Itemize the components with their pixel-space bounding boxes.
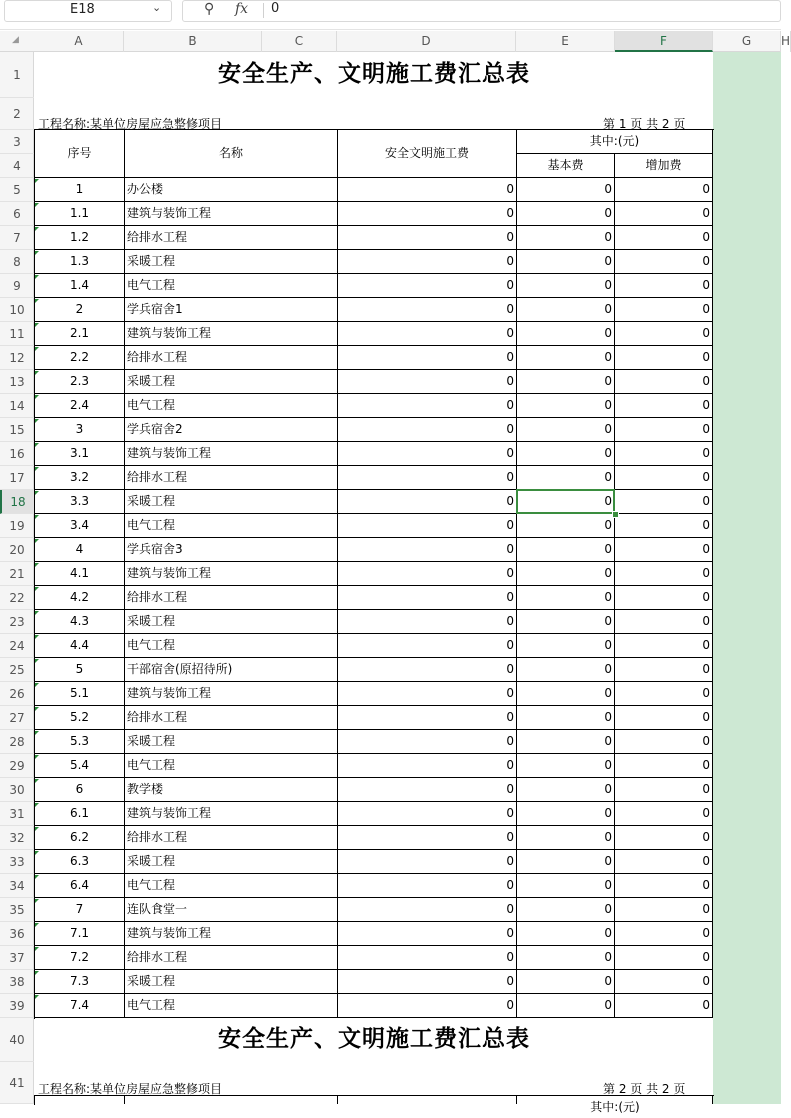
row-header-6[interactable]: 6 [0,202,34,226]
function-icon[interactable]: fx [235,1,249,17]
table-row-seq[interactable]: 6.3 [35,850,125,874]
table-row-total[interactable]: 0 [338,682,517,706]
error-indicator-icon [35,803,39,807]
table-row-seq[interactable]: 3.3 [35,490,125,514]
table-row-seq[interactable]: 5.2 [35,706,125,730]
table-row-total[interactable]: 0 [338,610,517,634]
table-row-total[interactable]: 0 [338,730,517,754]
project-name-page2[interactable]: 工程名称:某单位房屋应急整修项目 [38,1082,223,1096]
table-row-name[interactable]: 建筑与装饰工程 [125,562,338,586]
row-header-26[interactable]: 26 [0,682,34,706]
table-row-seq[interactable]: 3.2 [35,466,125,490]
column-header-a[interactable]: A [34,31,124,52]
select-all-icon: ◢ [12,35,19,45]
table-row-basic[interactable]: 0 [517,202,615,226]
error-indicator-icon [35,683,39,687]
project-name[interactable]: 工程名称:某单位房屋应急整修项目 [38,117,223,131]
table-row-name[interactable]: 建筑与装饰工程 [125,802,338,826]
error-indicator-icon [35,227,39,231]
table-row-seq[interactable]: 7.2 [35,946,125,970]
table-row-basic[interactable]: 0 [517,346,615,370]
table-row-name[interactable]: 给排水工程 [125,946,338,970]
table-divider [337,1095,338,1104]
row-header-31[interactable]: 31 [0,802,34,826]
error-indicator-icon [35,539,39,543]
table-row-basic[interactable]: 0 [517,946,615,970]
table-row-extra[interactable]: 0 [615,178,713,202]
table-row-seq[interactable]: 4.3 [35,610,125,634]
table-row-extra[interactable]: 0 [615,490,713,514]
header-name[interactable]: 名称 [125,130,338,178]
table-row-basic[interactable]: 0 [517,778,615,802]
table-row-seq[interactable]: 1.3 [35,250,125,274]
table-row-total[interactable]: 0 [338,922,517,946]
row-header-30[interactable]: 30 [0,778,34,802]
table-row-name[interactable]: 建筑与装饰工程 [125,442,338,466]
table-row-extra[interactable]: 0 [615,706,713,730]
row-header-27[interactable]: 27 [0,706,34,730]
row-header-17[interactable]: 17 [0,466,34,490]
name-box-value: E18 [70,2,95,17]
table-row-total[interactable]: 0 [338,202,517,226]
column-header-h[interactable]: H [781,31,791,52]
table-row-extra[interactable]: 0 [615,202,713,226]
table-row-total[interactable]: 0 [338,850,517,874]
row-header-18[interactable]: 18 [0,490,34,514]
error-indicator-icon [35,203,39,207]
table-row-name[interactable]: 建筑与装饰工程 [125,682,338,706]
error-indicator-icon [35,323,39,327]
table-row-total[interactable]: 0 [338,802,517,826]
table-row-seq[interactable]: 2 [35,298,125,322]
table-row-basic[interactable]: 0 [517,562,615,586]
sheet-title[interactable]: 安全生产、文明施工费汇总表 [218,61,530,86]
table-row-seq[interactable]: 7 [35,898,125,922]
table-row-seq[interactable]: 2.2 [35,346,125,370]
table-row-basic[interactable]: 0 [517,802,615,826]
error-indicator-icon [35,995,39,999]
error-indicator-icon [35,755,39,759]
row-header-19[interactable]: 19 [0,514,34,538]
table-row-total[interactable]: 0 [338,994,517,1018]
error-indicator-icon [35,491,39,495]
error-indicator-icon [35,299,39,303]
table-row-name[interactable]: 采暖工程 [125,970,338,994]
column-header-f[interactable]: F [615,31,713,52]
table-row-seq[interactable]: 1.2 [35,226,125,250]
table-row-total[interactable]: 0 [338,442,517,466]
table-row-extra[interactable]: 0 [615,322,713,346]
table-row-extra[interactable]: 0 [615,826,713,850]
header-extra[interactable]: 增加费 [615,154,713,178]
fill-handle[interactable] [612,511,619,518]
sheet-title-page2[interactable]: 安全生产、文明施工费汇总表 [218,1026,530,1051]
header-seq[interactable]: 序号 [35,130,125,178]
zoom-search-icon[interactable]: ⚲ [204,1,215,17]
row-header-1[interactable]: 1 [0,52,34,98]
table-row-basic[interactable]: 0 [517,514,615,538]
table-row-total[interactable]: 0 [338,754,517,778]
row-header-22[interactable]: 22 [0,586,34,610]
row-header-32[interactable]: 32 [0,826,34,850]
row-header-40[interactable]: 40 [0,1018,34,1062]
row-header-9[interactable]: 9 [0,274,34,298]
error-indicator-icon [35,563,39,567]
table-row-seq[interactable]: 3.4 [35,514,125,538]
table-row-extra[interactable]: 0 [615,250,713,274]
error-indicator-icon [35,971,39,975]
table-row-extra[interactable]: 0 [615,754,713,778]
error-indicator-icon [35,179,39,183]
table-row-total[interactable]: 0 [338,706,517,730]
table-row-extra[interactable]: 0 [615,994,713,1018]
table-row-total[interactable]: 0 [338,658,517,682]
table-row-seq[interactable]: 3.1 [35,442,125,466]
row-header-12[interactable]: 12 [0,346,34,370]
table-row-seq[interactable]: 4.1 [35,562,125,586]
error-indicator-icon [35,371,39,375]
row-header-10[interactable]: 10 [0,298,34,322]
row-header-16[interactable]: 16 [0,442,34,466]
table-row-extra[interactable]: 0 [615,346,713,370]
table-row-name[interactable]: 学兵宿舍1 [125,298,338,322]
table-row-name[interactable]: 建筑与装饰工程 [125,202,338,226]
error-indicator-icon [35,419,39,423]
row-header-28[interactable]: 28 [0,730,34,754]
table-row-basic[interactable]: 0 [517,226,615,250]
row-header-37[interactable]: 37 [0,946,34,970]
table-row-extra[interactable]: 0 [615,946,713,970]
table-row-extra[interactable]: 0 [615,634,713,658]
column-header-g[interactable]: G [713,31,781,52]
table-row-seq[interactable]: 2.3 [35,370,125,394]
header-group[interactable]: 其中:(元) [517,130,713,154]
table-row-seq[interactable]: 7.1 [35,922,125,946]
row-header-23[interactable]: 23 [0,610,34,634]
error-indicator-icon [35,611,39,615]
outside-print-area [713,52,781,1104]
column-header-b[interactable]: B [124,31,262,52]
table-row-seq[interactable]: 5.4 [35,754,125,778]
row-header-35[interactable]: 35 [0,898,34,922]
table-row-extra[interactable]: 0 [615,730,713,754]
table-row-extra[interactable]: 0 [615,922,713,946]
table-row-name[interactable]: 给排水工程 [125,826,338,850]
error-indicator-icon [35,923,39,927]
table-row-basic[interactable]: 0 [517,850,615,874]
table-row-basic[interactable]: 0 [517,586,615,610]
table-row-seq[interactable]: 7.3 [35,970,125,994]
error-indicator-icon [35,443,39,447]
error-indicator-icon [35,251,39,255]
row-header-21[interactable]: 21 [0,562,34,586]
table-row-name[interactable]: 建筑与装饰工程 [125,922,338,946]
table-row-extra[interactable]: 0 [615,466,713,490]
table-row-name[interactable]: 电气工程 [125,634,338,658]
row-header-11[interactable]: 11 [0,322,34,346]
row-header-5[interactable]: 5 [0,178,34,202]
row-header-20[interactable]: 20 [0,538,34,562]
row-header-33[interactable]: 33 [0,850,34,874]
table-row-seq[interactable]: 6 [35,778,125,802]
table-row-total[interactable]: 0 [338,250,517,274]
row-header-29[interactable]: 29 [0,754,34,778]
error-indicator-icon [35,851,39,855]
table-row-total[interactable]: 0 [338,322,517,346]
table-row-basic[interactable]: 0 [517,538,615,562]
table-row-basic[interactable]: 0 [517,274,615,298]
table-row-extra[interactable]: 0 [615,298,713,322]
table-row-extra[interactable]: 0 [615,274,713,298]
table-row-basic[interactable]: 0 [517,250,615,274]
error-indicator-icon [35,347,39,351]
error-indicator-icon [35,899,39,903]
table-row-total[interactable]: 0 [338,514,517,538]
table-row-name[interactable]: 电气工程 [125,754,338,778]
table-row-extra[interactable]: 0 [615,226,713,250]
table-row-extra[interactable]: 0 [615,802,713,826]
table-row-basic[interactable]: 0 [517,682,615,706]
error-indicator-icon [35,779,39,783]
table-row-extra[interactable]: 0 [615,370,713,394]
table-row-name[interactable]: 给排水工程 [125,586,338,610]
table-row-seq[interactable]: 1 [35,178,125,202]
chevron-down-icon[interactable]: ⌄ [152,1,162,14]
formula-value[interactable]: 0 [271,1,280,16]
table-row-basic[interactable]: 0 [517,298,615,322]
row-header-3[interactable]: 3 [0,130,34,154]
header-basic[interactable]: 基本费 [517,154,615,178]
table-row-name[interactable]: 学兵宿舍2 [125,418,338,442]
table-row-extra[interactable]: 0 [615,418,713,442]
table-row-basic[interactable]: 0 [517,370,615,394]
table-row-basic[interactable]: 0 [517,418,615,442]
table-row-name[interactable]: 教学楼 [125,778,338,802]
header-total[interactable]: 安全文明施工费 [338,130,517,178]
error-indicator-icon [35,587,39,591]
row-header-8[interactable]: 8 [0,250,34,274]
table-row-total[interactable]: 0 [338,946,517,970]
error-indicator-icon [35,731,39,735]
table-row-total[interactable]: 0 [338,370,517,394]
row-header-39[interactable]: 39 [0,994,34,1018]
table-row-seq[interactable]: 1.4 [35,274,125,298]
table-row-name[interactable]: 采暖工程 [125,250,338,274]
table-row-extra[interactable]: 0 [615,586,713,610]
error-indicator-icon [35,947,39,951]
table-row-extra[interactable]: 0 [615,538,713,562]
table-row-seq[interactable]: 2.4 [35,394,125,418]
table-row-total[interactable]: 0 [338,274,517,298]
table-row-total[interactable]: 0 [338,778,517,802]
table-row-name[interactable]: 学兵宿舍3 [125,538,338,562]
table-row-extra[interactable]: 0 [615,850,713,874]
table-row-total[interactable]: 0 [338,394,517,418]
table-row-basic[interactable]: 0 [517,610,615,634]
error-indicator-icon [35,467,39,471]
selected-cell-outline[interactable] [516,489,615,514]
table-row-name[interactable]: 办公楼 [125,178,338,202]
table-row-seq[interactable]: 5.1 [35,682,125,706]
table-row-total[interactable]: 0 [338,634,517,658]
table-row-extra[interactable]: 0 [615,394,713,418]
column-header-e[interactable]: E [516,31,615,52]
table-row-name[interactable]: 电气工程 [125,994,338,1018]
row-header-36[interactable]: 36 [0,922,34,946]
table-row-extra[interactable]: 0 [615,562,713,586]
table-row-name[interactable]: 给排水工程 [125,706,338,730]
table-row-basic[interactable]: 0 [517,730,615,754]
row-header-15[interactable]: 15 [0,418,34,442]
row-header-38[interactable]: 38 [0,970,34,994]
table-row-name[interactable]: 给排水工程 [125,466,338,490]
table-row-basic[interactable]: 0 [517,994,615,1018]
error-indicator-icon [35,827,39,831]
table-row-extra[interactable]: 0 [615,514,713,538]
table-row-total[interactable]: 0 [338,466,517,490]
table-row-extra[interactable]: 0 [615,610,713,634]
row-header-24[interactable]: 24 [0,634,34,658]
column-header-d[interactable]: D [337,31,516,52]
table-row-seq[interactable]: 3 [35,418,125,442]
table-row-extra[interactable]: 0 [615,682,713,706]
table-row-name[interactable]: 连队食堂一 [125,898,338,922]
error-indicator-icon [35,659,39,663]
column-header-c[interactable]: C [262,31,337,52]
row-header-25[interactable]: 25 [0,658,34,682]
table-row-total[interactable]: 0 [338,970,517,994]
row-header-14[interactable]: 14 [0,394,34,418]
error-indicator-icon [35,275,39,279]
table-row-name[interactable]: 电气工程 [125,874,338,898]
table-row-total[interactable]: 0 [338,538,517,562]
table-row-extra[interactable]: 0 [615,898,713,922]
table-row-seq[interactable]: 2.1 [35,322,125,346]
row-header-4[interactable]: 4 [0,154,34,178]
table-row-basic[interactable]: 0 [517,706,615,730]
row-header-7[interactable]: 7 [0,226,34,250]
table-row-extra[interactable]: 0 [615,658,713,682]
table-row-name[interactable]: 给排水工程 [125,226,338,250]
table-row-name[interactable]: 采暖工程 [125,850,338,874]
table-row-seq[interactable]: 1.1 [35,202,125,226]
table-row-name[interactable]: 采暖工程 [125,610,338,634]
table-row-basic[interactable]: 0 [517,178,615,202]
table-row-basic[interactable]: 0 [517,874,615,898]
table-row-basic[interactable]: 0 [517,466,615,490]
divider [263,3,264,18]
table-row-seq[interactable]: 6.2 [35,826,125,850]
table-row-name[interactable]: 建筑与装饰工程 [125,322,338,346]
table-row-total[interactable]: 0 [338,826,517,850]
table-row-basic[interactable]: 0 [517,442,615,466]
table-row-basic[interactable]: 0 [517,322,615,346]
page-info[interactable]: 第 1 页 共 2 页 [603,117,686,131]
table-row-total[interactable]: 0 [338,562,517,586]
error-indicator-icon [35,635,39,639]
table-row-basic[interactable]: 0 [517,394,615,418]
table-row-basic[interactable]: 0 [517,754,615,778]
table-row-basic[interactable]: 0 [517,490,615,514]
table-row-seq[interactable]: 4 [35,538,125,562]
table-row-name[interactable]: 给排水工程 [125,346,338,370]
table-row-total[interactable]: 0 [338,418,517,442]
table-row-extra[interactable]: 0 [615,874,713,898]
table-row-name[interactable]: 电气工程 [125,394,338,418]
table-row-seq[interactable]: 6.1 [35,802,125,826]
error-indicator-icon [35,515,39,519]
table-row-seq[interactable]: 7.4 [35,994,125,1018]
table-row-seq[interactable]: 5.3 [35,730,125,754]
table-row-total[interactable]: 0 [338,874,517,898]
table-row-name[interactable]: 干部宿舍(原招待所) [125,658,338,682]
page-info-page2[interactable]: 第 2 页 共 2 页 [603,1082,686,1096]
table-row-name[interactable]: 采暖工程 [125,730,338,754]
error-indicator-icon [35,875,39,879]
row-header-34[interactable]: 34 [0,874,34,898]
table-row-extra[interactable]: 0 [615,778,713,802]
table-row-seq[interactable]: 4.4 [35,634,125,658]
table-row-name[interactable]: 采暖工程 [125,370,338,394]
table-row-total[interactable]: 0 [338,490,517,514]
table-row-extra[interactable]: 0 [615,442,713,466]
table-row-name[interactable]: 电气工程 [125,514,338,538]
table-row-seq[interactable]: 6.4 [35,874,125,898]
table-row-basic[interactable]: 0 [517,898,615,922]
table-row-basic[interactable]: 0 [517,826,615,850]
table-row-basic[interactable]: 0 [517,922,615,946]
table-row-extra[interactable]: 0 [615,970,713,994]
row-header-41[interactable]: 41 [0,1062,34,1104]
table-row-seq[interactable]: 4.2 [35,586,125,610]
table-row-total[interactable]: 0 [338,226,517,250]
table-row-name[interactable]: 电气工程 [125,274,338,298]
table-row-total[interactable]: 0 [338,298,517,322]
table-row-basic[interactable]: 0 [517,658,615,682]
table-row-total[interactable]: 0 [338,178,517,202]
row-header-2[interactable]: 2 [0,98,34,130]
table-row-seq[interactable]: 5 [35,658,125,682]
error-indicator-icon [35,395,39,399]
header-group-page2[interactable]: 其中:(元) [590,1100,640,1114]
table-row-total[interactable]: 0 [338,586,517,610]
table-row-basic[interactable]: 0 [517,634,615,658]
table-row-total[interactable]: 0 [338,346,517,370]
error-indicator-icon [35,707,39,711]
table-row-total[interactable]: 0 [338,898,517,922]
row-header-13[interactable]: 13 [0,370,34,394]
table-row-basic[interactable]: 0 [517,970,615,994]
table-row-name[interactable]: 采暖工程 [125,490,338,514]
